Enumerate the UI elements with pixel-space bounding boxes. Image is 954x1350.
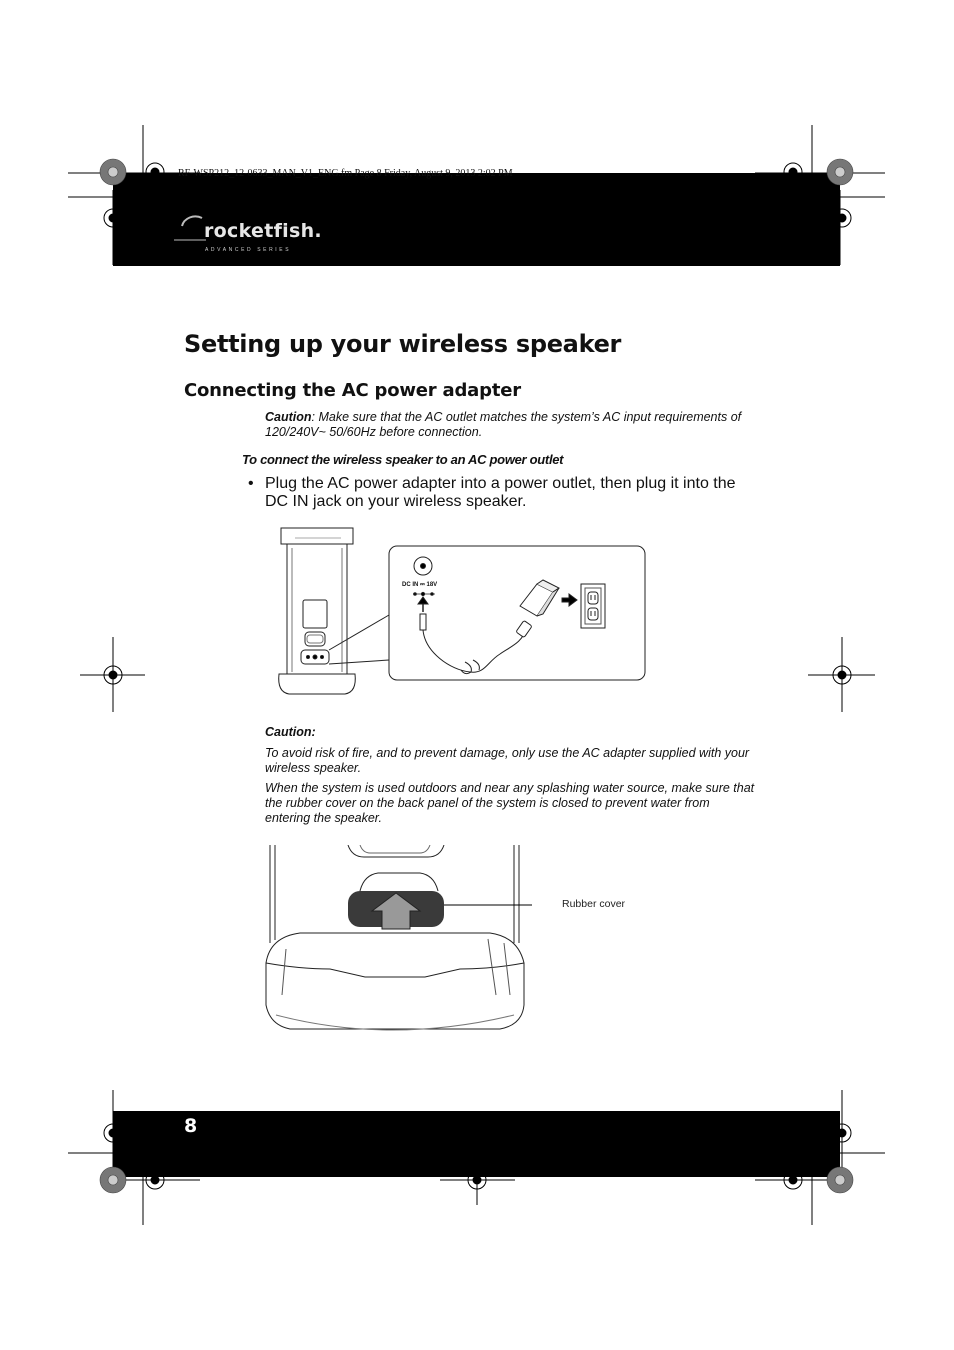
caution-text: : Make sure that the AC outlet matches the system’s AC input requirements of 120/240V~ 50/60Hz before connection. — [265, 410, 742, 439]
caution-paragraph-fire: To avoid risk of fire, and to prevent damage, only use the AC adapter supplied with your wireless speaker. — [265, 746, 750, 775]
voltage-text: 18V — [426, 582, 438, 588]
section-subtitle: Connecting the AC power adapter — [184, 380, 521, 401]
caution-2-label: Caution: — [265, 725, 316, 739]
logo-wordmark: rocketfish. — [204, 220, 322, 242]
rubber-cover-illustration — [260, 845, 532, 1035]
procedure-heading: To connect the wireless speaker to an AC power outlet — [242, 452, 564, 467]
caution-paragraph-water: When the system is used outdoors and near any splashing water source, make sure that the rubber cover on the back panel of the system is closed to prevent water from entering the speaker. — [265, 781, 755, 825]
page-number: 8 — [184, 1115, 198, 1137]
dc-in-label — [402, 582, 437, 589]
figure-rubber-cover — [260, 845, 532, 1035]
logo-tagline: ADVANCED SERIES — [205, 247, 292, 253]
dc-symbol-icon: ⎓ — [420, 582, 425, 588]
bullet-marker: • — [248, 475, 254, 492]
caution-heading — [265, 725, 316, 740]
caution-label: Caution — [265, 410, 312, 424]
figure-ac-adapter-connection — [275, 522, 647, 697]
dc-in-text: DC IN — [402, 582, 419, 588]
rubber-cover-callout: Rubber cover — [562, 898, 626, 910]
page-title: Setting up your wireless speaker — [184, 330, 622, 358]
print-slug: RF-WSP212_12-0633_MAN_V1_ENG.fm Page 8 Friday, August 9, 2013 2:02 PM — [178, 168, 513, 179]
rocketfish-logo — [172, 212, 322, 258]
adapter-illustration — [275, 522, 647, 697]
step-text: Plug the AC power adapter into a power outlet, then plug it into the DC IN jack on your wireless speaker. — [265, 475, 736, 510]
caution-note — [265, 410, 760, 440]
